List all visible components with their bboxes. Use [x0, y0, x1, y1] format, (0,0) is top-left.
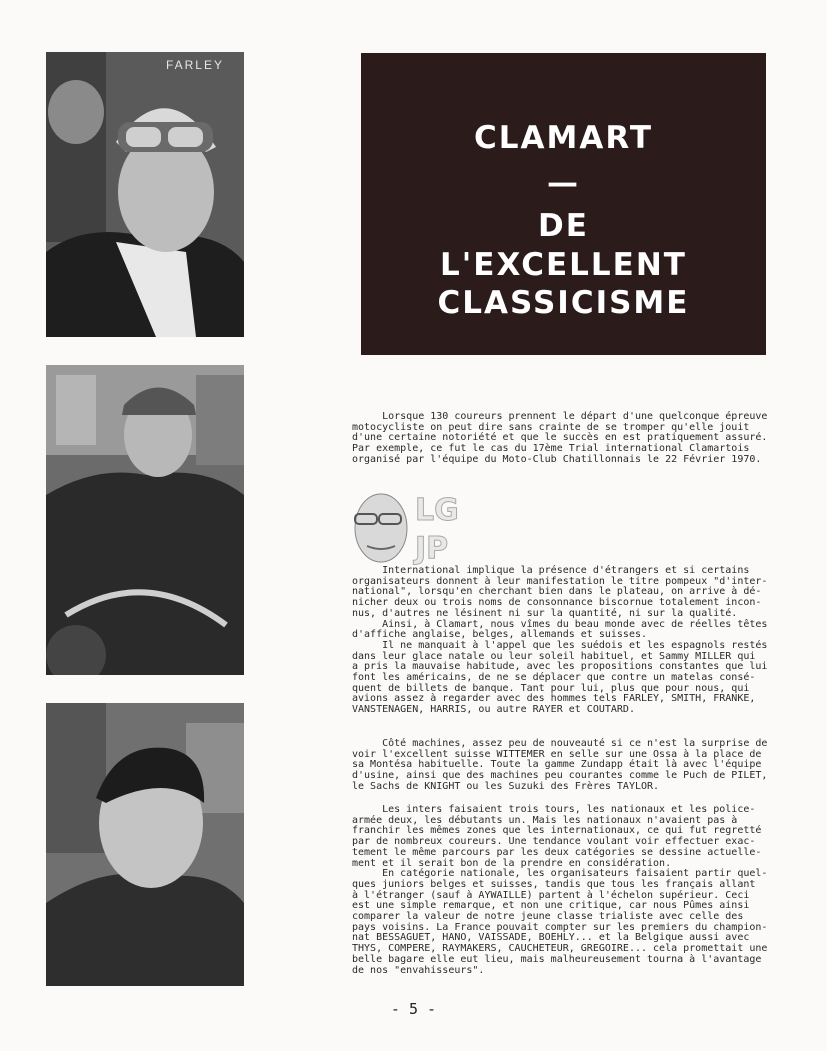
- title-line-classicisme: CLASSICISME: [437, 285, 690, 321]
- page-number: - 5 -: [390, 1000, 437, 1018]
- title-line-clamart: CLAMART: [474, 120, 653, 156]
- article-paragraph-machines: Côté machines, assez peu de nouveauté si ce n'est la surprise de voir l'excellent suisse WITTEMER en selle sur une Ossa à la place de sa Montésa habituelle. Toute la gamme Zundapp était là avec l'équipe d'usine, ainsi que des machines peu courantes comme le Puch de PILET, le Sachs de KNIGHT ou les Suzuki des Frères TAYLOR.: [352, 738, 768, 792]
- photo-rider-goggles: [46, 52, 244, 337]
- title-line-dash: —: [547, 165, 580, 201]
- article-paragraph-international: International implique la présence d'étrangers et si certains organisateurs donnent à leur manifestation le titre pompeux "d'inter- national", lorsqu'en cherchant bien dans le plateau, on arrive à dé- nicher deux ou trois noms de consonnance biscornue totalement incon- nus, d'autres ne lésinent ni sur la quantité, ni sur la qualité. Ainsi, à Clamart, nous vîmes du beau monde avec de réelles têtes d'affiche anglaise, belges, allemands et suisses. Il ne manquait à l'appel que les suédois et les espagnols restés dans leur glace natale ou leur soleil habituel, et Sammy MILLER qui a pris la mauvaise habitude, avec les propositions constantes que lui font les américains, de ne se déplacer que contre un matelas consé- quent de billets de banque. Tant pour lui, plus que pour nous, qui avions assez à regarder avec des hommes tels FARLEY, SMITH, FRANKE, VANSTENAGEN, HARRIS, ou autre RAYER et COUTARD.: [352, 565, 768, 716]
- photo-rider-goggles-image: [46, 52, 244, 337]
- photo-rider-cap: [46, 365, 244, 675]
- photo-rider-smiling: [46, 703, 244, 986]
- author-portrait-icon: [349, 480, 459, 570]
- photo-rider-smiling-image: [46, 703, 244, 986]
- svg-text:JP: JP: [415, 531, 449, 566]
- author-logo: [349, 480, 459, 570]
- title-line-excellent: L'EXCELLENT: [440, 247, 687, 283]
- article-paragraph-categories: Les inters faisaient trois tours, les nationaux et les police- armée deux, les débutants un. Mais les nationaux n'avaient pas à franchir les mêmes zones que les internationaux, ce qui fut regretté par de nombreux coureurs. Une tendance voulant voir effectuer exac- tement le même parcours par les deux catégories se dessine actuelle- ment et il serait bon de la prendre en considération. En catégorie nationale, les organisateurs faisaient partir quel- ques juniors belges et suisses, tandis que tous les français allant à l'étranger (sauf à AYWAILLE) partent à l'échelon supérieur. Ceci est une simple remarque, et non une critique, car nous Pûmes ainsi comparer la valeur de notre jeune classe trialiste avec celle des pays voisins. La France pouvait compter sur les premiers du champion- nat BESSAGUET, HANO, VAISSADE, BOEHLY... et la Belgique aussi avec THYS, COMPERE, RAYMAKERS, CAUCHETEUR, GREGOIRE... cela promettait une belle bagare elle eut lieu, mais malheureusement tourna à l'avantage de nos "envahisseurs".: [352, 804, 768, 976]
- article-title-box: [361, 53, 766, 355]
- title-line-de: DE: [538, 208, 589, 244]
- photo-rider-cap-image: [46, 365, 244, 675]
- article-intro: Lorsque 130 coureurs prennent le départ d'une quelconque épreuve motocycliste on peut dire sans crainte de se tromper qu'elle jouit d'une certaine notoriété et que le succès en est pratiquement assuré. Par exemple, ce fut le cas du 17ème Trial international Clamartois organisé par l'équipe du Moto-Club Chatillonnais le 22 Février 1970.: [352, 411, 768, 465]
- svg-text:LG: LG: [415, 493, 459, 528]
- photo-caption: FARLEY: [165, 58, 224, 72]
